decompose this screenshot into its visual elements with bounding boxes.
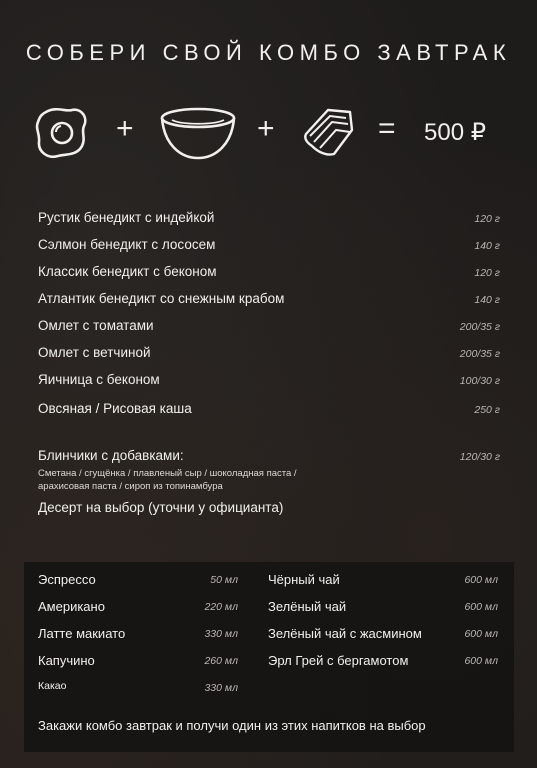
- pancakes-toppings-line-2: арахисовая паста / сироп из топинамбура: [38, 481, 223, 492]
- drink-name: Зелёный чай с жасмином: [268, 626, 422, 641]
- drink-volume: 330 мл: [204, 628, 238, 640]
- drink-name: Американо: [38, 599, 105, 614]
- menu-item-name: Классик бенедикт с беконом: [38, 264, 217, 279]
- drink-volume: 600 мл: [464, 601, 498, 613]
- drink-volume: 50 мл: [210, 574, 238, 586]
- bowl-icon: [158, 104, 238, 162]
- menu-item: [38, 372, 500, 392]
- menu-item-weight: 140 г: [474, 294, 500, 306]
- dessert-item: [38, 500, 500, 520]
- drink-name: Какао: [38, 680, 67, 692]
- drink-volume: 220 мл: [204, 601, 238, 613]
- equals-sign: =: [378, 112, 396, 145]
- menu-item-name: Омлет с томатами: [38, 318, 154, 333]
- drink-name: Латте макиато: [38, 626, 126, 641]
- drink-volume: 260 мл: [204, 655, 238, 667]
- menu-item: [38, 318, 500, 338]
- menu-item-weight: 250 г: [474, 404, 500, 416]
- drink-item: [38, 680, 238, 698]
- fried-egg-icon: [32, 102, 92, 162]
- menu-item-weight: 200/35 г: [459, 348, 500, 360]
- menu-item-name: Омлет с ветчиной: [38, 345, 151, 360]
- drink-name: Чёрный чай: [268, 572, 340, 587]
- plus-sign-2: +: [257, 112, 275, 145]
- menu-item-name: Атлантик бенедикт со снежным крабом: [38, 291, 285, 306]
- drink-name: Эспрессо: [38, 572, 96, 587]
- drink-item: [268, 653, 498, 671]
- menu-item-name: Овсяная / Рисовая каша: [38, 401, 192, 416]
- menu-item-weight: 200/35 г: [459, 321, 500, 333]
- menu-item: [38, 291, 500, 311]
- menu-item: [38, 237, 500, 257]
- menu-item: [38, 345, 500, 365]
- menu-item: [38, 264, 500, 284]
- pancakes-weight: 120/30 г: [459, 451, 500, 463]
- drinks-panel: [24, 562, 514, 752]
- drink-name: Эрл Грей с бергамотом: [268, 653, 409, 668]
- page-title: СОБЕРИ СВОЙ КОМБО ЗАВТРАК: [25, 40, 512, 65]
- drink-name: Капучино: [38, 653, 95, 668]
- menu-item-weight: 120 г: [474, 267, 500, 279]
- drink-item: [38, 626, 238, 644]
- combo-formula: [0, 100, 537, 164]
- drink-volume: 600 мл: [464, 574, 498, 586]
- menu-item-weight: 140 г: [474, 240, 500, 252]
- drink-volume: 600 мл: [464, 628, 498, 640]
- pancake-icon: [298, 104, 356, 160]
- drink-item: [38, 599, 238, 617]
- drink-item: [268, 626, 498, 644]
- menu-item-name: Рустик бенедикт с индейкой: [38, 210, 215, 225]
- menu-item: [38, 210, 500, 230]
- menu-item-weight: 120 г: [474, 213, 500, 225]
- menu-item-name: Сэлмон бенедикт с лососем: [38, 237, 216, 252]
- drink-item: [268, 599, 498, 617]
- menu-item-weight: 100/30 г: [459, 375, 500, 387]
- pancakes-item: [38, 448, 500, 468]
- combo-price: 500 ₽: [424, 119, 486, 146]
- menu-item-name: Яичница с беконом: [38, 372, 160, 387]
- drink-item: [38, 572, 238, 590]
- drink-item: [268, 572, 498, 590]
- menu-item: [38, 401, 500, 421]
- pancakes-toppings-line-1: Сметана / сгущёнка / плавленый сыр / шоколадная паста /: [38, 468, 297, 479]
- drink-volume: 330 мл: [204, 682, 238, 694]
- drink-volume: 600 мл: [464, 655, 498, 667]
- plus-sign-1: +: [116, 112, 134, 145]
- pancakes-name: Блинчики с добавками:: [38, 448, 184, 463]
- drinks-note: Закажи комбо завтрак и получи один из этих напитков на выбор: [38, 718, 426, 733]
- drink-name: Зелёный чай: [268, 599, 347, 614]
- dessert-name: Десерт на выбор (уточни у официанта): [38, 500, 284, 515]
- drink-item: [38, 653, 238, 671]
